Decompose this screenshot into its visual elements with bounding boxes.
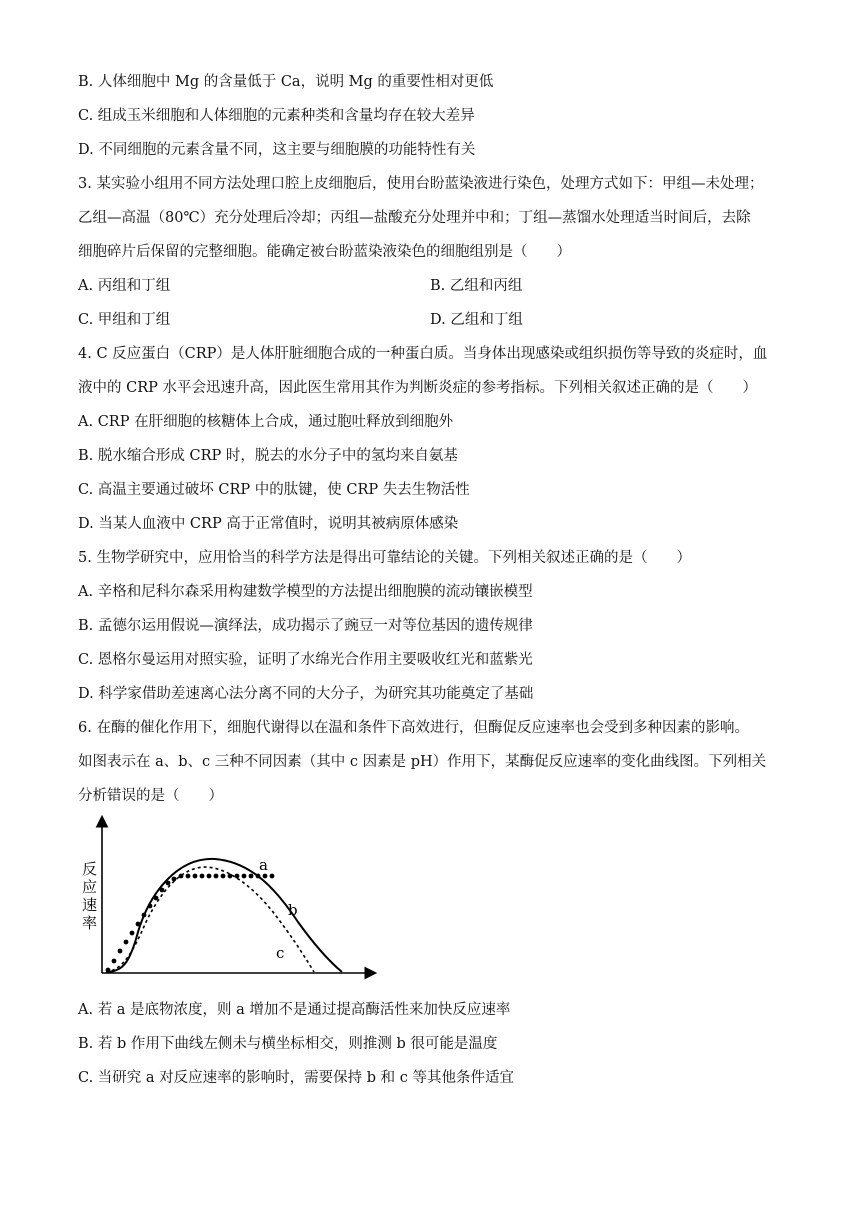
q6-stem-line1: 6. 在酶的催化作用下，细胞代谢得以在温和条件下高效进行，但酶促反应速率也会受到多种因素的影响。: [78, 720, 749, 736]
q6-option-c: C. 当研究 a 对反应速率的影响时，需要保持 b 和 c 等其他条件适宜: [78, 1070, 514, 1086]
q3-stem-line3: 细胞碎片后保留的完整细胞。能确定被台盼蓝染液染色的细胞组别是（ ）: [78, 244, 571, 260]
q6-stem-line3: 分析错误的是（ ）: [78, 788, 223, 804]
q3-stem-line2: 乙组—高温（80℃）充分处理后冷却；丙组—盐酸充分处理并中和；丁组—蒸馏水处理适当时间后，去除: [78, 210, 751, 226]
q3-option-a: A. 丙组和丁组: [78, 278, 171, 294]
q4-stem-line1: 4. C 反应蛋白（CRP）是人体肝脏细胞合成的一种蛋白质。当身体出现感染或组织损伤等导致的炎症时，血: [78, 346, 768, 362]
q2-option-d: D. 不同细胞的元素含量不同，这主要与细胞膜的功能特性有关: [78, 142, 476, 158]
q5-option-c: C. 恩格尔曼运用对照实验，证明了水绵光合作用主要吸收红光和蓝紫光: [78, 652, 533, 668]
q4-option-d: D. 当某人血液中 CRP 高于正常值时，说明其被病原体感染: [78, 516, 459, 532]
svg-text:率: 率: [82, 914, 98, 932]
q5-option-d: D. 科学家借助差速离心法分离不同的大分子，为研究其功能奠定了基础: [78, 686, 534, 702]
q6-figure: [78, 812, 388, 982]
q5-option-b: B. 孟德尔运用假说—演绎法，成功揭示了豌豆一对等位基因的遗传规律: [78, 618, 533, 634]
q6-stem-line2: 如图表示在 a、b、c 三种不同因素（其中 c 因素是 pH）作用下，某酶促反应速率的变化曲线图。下列相关: [78, 754, 767, 770]
q2-option-b: B. 人体细胞中 Mg 的含量低于 Ca，说明 Mg 的重要性相对更低: [78, 74, 494, 90]
q4-option-c: C. 高温主要通过破坏 CRP 中的肽键，使 CRP 失去生物活性: [78, 482, 470, 498]
curve-a-label: a: [259, 856, 268, 874]
q3-stem-line1: 3. 某实验小组用不同方法处理口腔上皮细胞后，使用台盼蓝染液进行染色，处理方式如下：甲组—未处理；: [78, 176, 764, 192]
reaction-rate-graph: [78, 812, 388, 982]
q3-option-b: B. 乙组和丙组: [430, 278, 523, 294]
curve-c-label: c: [276, 944, 285, 962]
curve-b-label: b: [288, 901, 298, 919]
q4-stem-line2: 液中的 CRP 水平会迅速升高，因此医生常用其作为判断炎症的参考指标。下列相关叙述正确的是（ ）: [78, 380, 757, 396]
q3-option-d: D. 乙组和丁组: [430, 312, 523, 328]
q6-option-a: A. 若 a 是底物浓度，则 a 增加不是通过提高酶活性来加快反应速率: [78, 1002, 511, 1018]
y-axis-label: [82, 860, 97, 932]
q4-option-b: B. 脱水缩合形成 CRP 时，脱去的水分子中的氢均来自氨基: [78, 448, 458, 464]
q5-stem: 5. 生物学研究中，应用恰当的科学方法是得出可靠结论的关键。下列相关叙述正确的是（ ）: [78, 550, 691, 566]
svg-text:速: 速: [82, 896, 98, 914]
q2-option-c: C. 组成玉米细胞和人体细胞的元素种类和含量均存在较大差异: [78, 108, 475, 124]
svg-text:反: 反: [82, 860, 98, 878]
curve-a: [106, 874, 275, 973]
q6-option-b: B. 若 b 作用下曲线左侧未与横坐标相交，则推测 b 很可能是温度: [78, 1036, 498, 1052]
q4-option-a: A. CRP 在肝细胞的核糖体上合成，通过胞吐释放到细胞外: [78, 414, 454, 430]
q5-option-a: A. 辛格和尼科尔森采用构建数学模型的方法提出细胞膜的流动镶嵌模型: [78, 584, 533, 600]
svg-text:应: 应: [82, 878, 98, 896]
q3-option-c: C. 甲组和丁组: [78, 312, 171, 328]
